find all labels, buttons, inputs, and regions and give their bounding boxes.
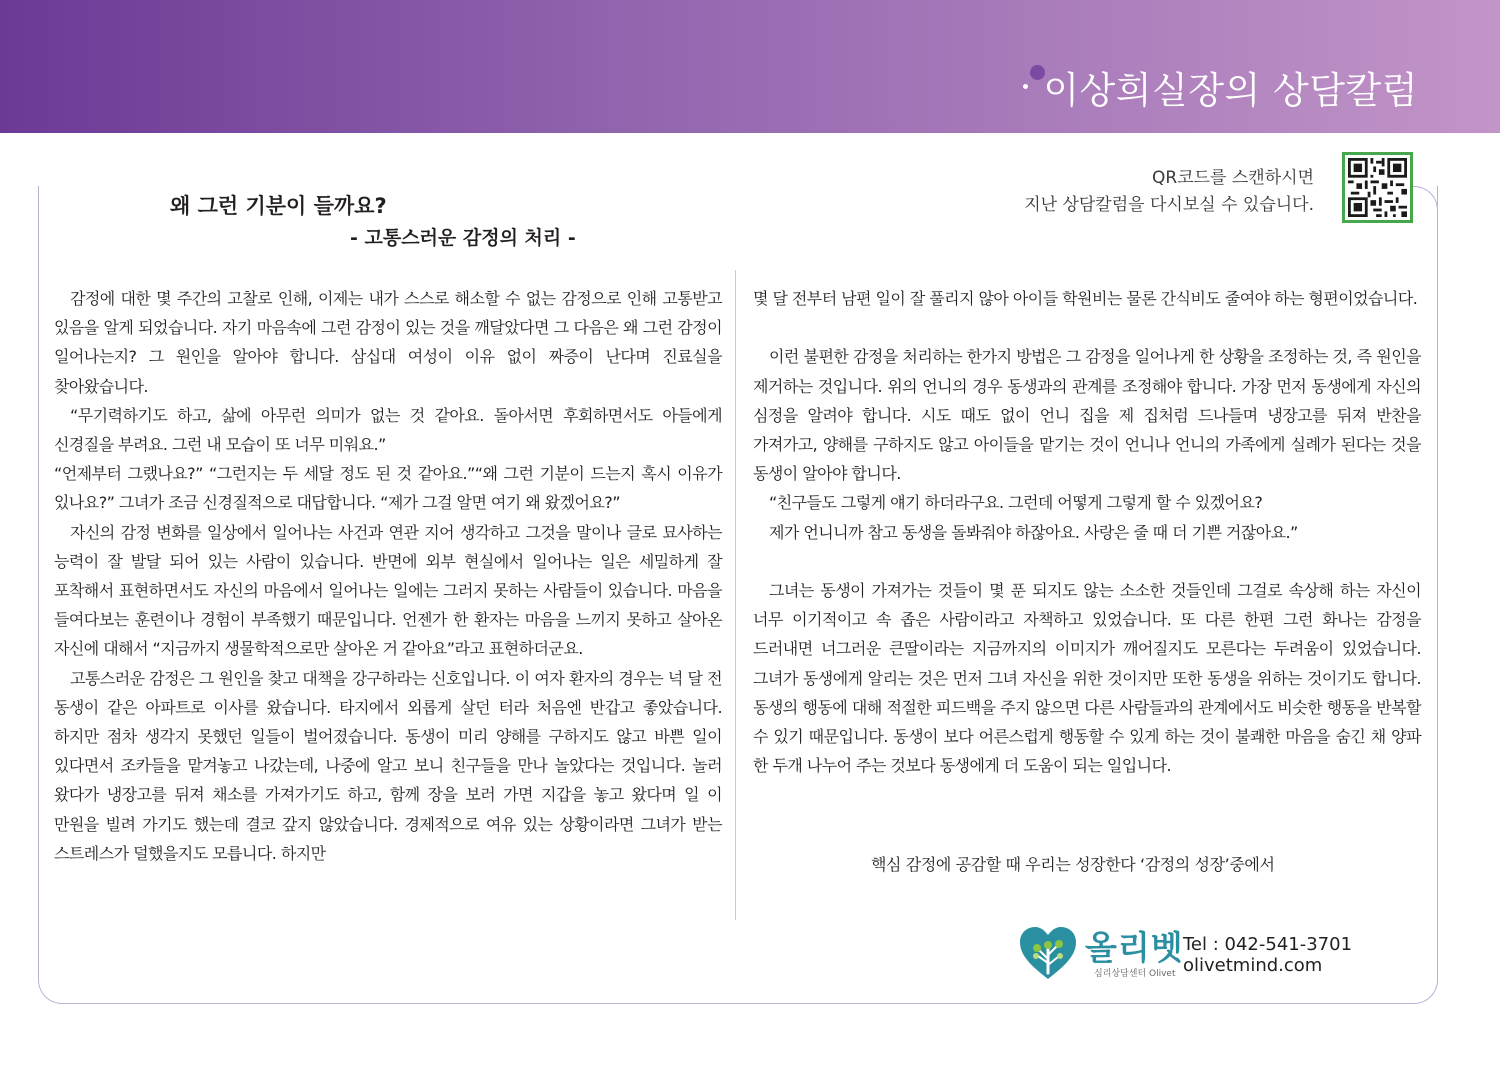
quote-line: 제가 언니니까 참고 동생을 돌봐줘야 하잖아요. 사랑은 줄 때 더 기쁜 거잖아요.”	[769, 522, 1298, 542]
logo-subtitle: 심리상담센터 Olivet	[1094, 969, 1176, 979]
quote-line: “친구들도 그렇게 얘기 하더라구요. 그런데 어떻게 그렇게 할 수 있겠어요?	[769, 493, 1263, 513]
header-banner	[0, 0, 1500, 133]
paragraph: “언제부터 그랬나요?” “그런지는 두 세달 정도 된 것 같아요.”“왜 그런 기분이 드는지 혹시 이유가 있나요?” 그녀가 조금 신경질적으로 대답합니다. “제가 그걸 알면 여기 왜 왔겠어요?”	[54, 464, 722, 513]
qr-code-icon	[1348, 158, 1407, 217]
article-subtitle: - 고통스러운 감정의 처리 -	[350, 227, 576, 249]
source-citation: 핵심 감정에 공감할 때 우리는 성장한다 ‘감정의 성장’중에서	[871, 855, 1275, 874]
paragraph: 고통스러운 감정은 그 원인을 찾고 대책을 강구하라는 신호입니다. 이 여자 환자의 경우는 넉 달 전 동생이 같은 아파트로 이사를 왔습니다. 타지에서 외롭게 살던 터라 처음엔 반갑고 좋았습니다. 하지만 점차 생각지 못했던 일들이 벌어졌습니다. 동생이 미리 양해를 구하지도 않고 바쁜 일이 있다면서 조카들을 맡겨놓고 나갔는데, 나중에 알고 보니 친구들을 만나 놀았다는 것입니다. 놀러 왔다가 냉장고를 뒤져 채소를 가져가기도 하고, 함께 장을 보러 가면 지갑을 놓고 왔다며 일 이 만원을 빌려 가기도 했는데 결코 갚지 않았습니다. 경제적으로 여유 있는 상황이라면 그녀가 받는 스트레스가 덜했을지도 모릅니다. 하지만	[54, 668, 722, 863]
qr-caption-line2: 지난 상담칼럼을 다시보실 수 있습니다.	[1024, 195, 1314, 215]
paragraph: 그녀는 동생이 가져가는 것들이 몇 푼 되지도 않는 소소한 것들인데 그걸로 속상해 하는 자신이 너무 이기적이고 속 좁은 사람이라고 자책하고 있었습니다. 또 다른 한편 그런 화나는 감정을 드러내면 너그러운 큰딸이라는 지금까지의 이미지가 깨어질지도 모른다는 두려움이 있었습니다. 그녀가 동생에게 알리는 것은 먼저 그녀 자신을 위한 것이지만 또한 동생을 위하는 것이기도 합니다. 동생의 행동에 대해 적절한 피드백을 주지 않으면 다른 사람들과의 관계에서도 비슷한 행동을 반복할 수 있기 때문입니다. 동생이 보다 어른스럽게 행동할 수 있게 하는 것이 불쾌한 마음을 숨긴 채 양파 한 두개 나누어 주는 것보다 동생에게 더 도움이 되는 일입니다.	[753, 581, 1421, 776]
paragraph: 이런 불편한 감정을 처리하는 한가지 방법은 그 감정을 일어나게 한 상황을 조정하는 것, 즉 원인을 제거하는 것입니다. 위의 언니의 경우 동생과의 관계를 조정해야 합니다. 가장 먼저 동생에게 자신의 심정을 알려야 합니다. 시도 때도 없이 언니 집을 제 집처럼 드나들며 냉장고를 뒤져 반찬을 가져가고, 양해를 구하지도 않고 아이들을 맡기는 것이 언니나 언니의 가족에게 실례가 된다는 것을 동생이 알아야 합니다.	[753, 347, 1421, 484]
right-column	[753, 284, 1421, 780]
paragraph: 몇 달 전부터 남편 일이 잘 풀리지 않아 아이들 학원비는 물론 간식비도 줄여야 하는 형편이었습니다.	[753, 289, 1418, 308]
qr-code[interactable]	[1342, 152, 1413, 223]
left-column	[54, 284, 722, 868]
contact-phone: Tel : 042-541-3701	[1183, 934, 1353, 955]
contact-website[interactable]: olivetmind.com	[1183, 955, 1323, 976]
olivet-heart-tree-icon	[1018, 925, 1078, 981]
paragraph: “무기력하기도 하고, 삶에 아무런 의미가 없는 것 같아요. 돌아서면 후회하면서도 아들에게 신경질을 부려요. 그런 내 모습이 또 너무 미워요.”	[54, 405, 722, 455]
logo-name: 올리벳	[1085, 928, 1184, 967]
paragraph: 감정에 대한 몇 주간의 고찰로 인해, 이제는 내가 스스로 해소할 수 없는 감정으로 인해 고통받고 있음을 알게 되었습니다. 자기 마음속에 그런 감정이 있는 것을 깨달았다면 그 다음은 왜 그런 감정이 일어나는지? 그 원인을 알아야 합니다. 삼십대 여성이 이유 없이 짜증이 난다며 진료실을 찾아왔습니다.	[54, 289, 722, 396]
header-dot-small-icon	[1023, 84, 1028, 89]
qr-caption-line1: QR코드를 스캔하시면	[1152, 168, 1314, 188]
article-title: 왜 그런 기분이 들까요?	[170, 194, 387, 218]
column-divider	[735, 270, 736, 920]
paragraph: 자신의 감정 변화를 일상에서 일어나는 사건과 연관 지어 생각하고 그것을 말이나 글로 묘사하는 능력이 잘 발달 되어 있는 사람이 있습니다. 반면에 외부 현실에서 일어나는 일은 세밀하게 잘 포착해서 표현하면서도 자신의 마음에서 일어나는 일에는 그러지 못하는 사람들이 있습니다. 마음을 들여다보는 훈련이나 경험이 부족했기 때문입니다. 언젠가 한 환자는 마음을 느끼지 못하고 살아온 자신에 대해서 “지금까지 생물학적으로만 살아온 거 같아요”라고 표현하더군요.	[54, 522, 722, 659]
column-title: 이상희실장의 상담칼럼	[1043, 69, 1418, 112]
qr-caption	[1024, 165, 1314, 219]
